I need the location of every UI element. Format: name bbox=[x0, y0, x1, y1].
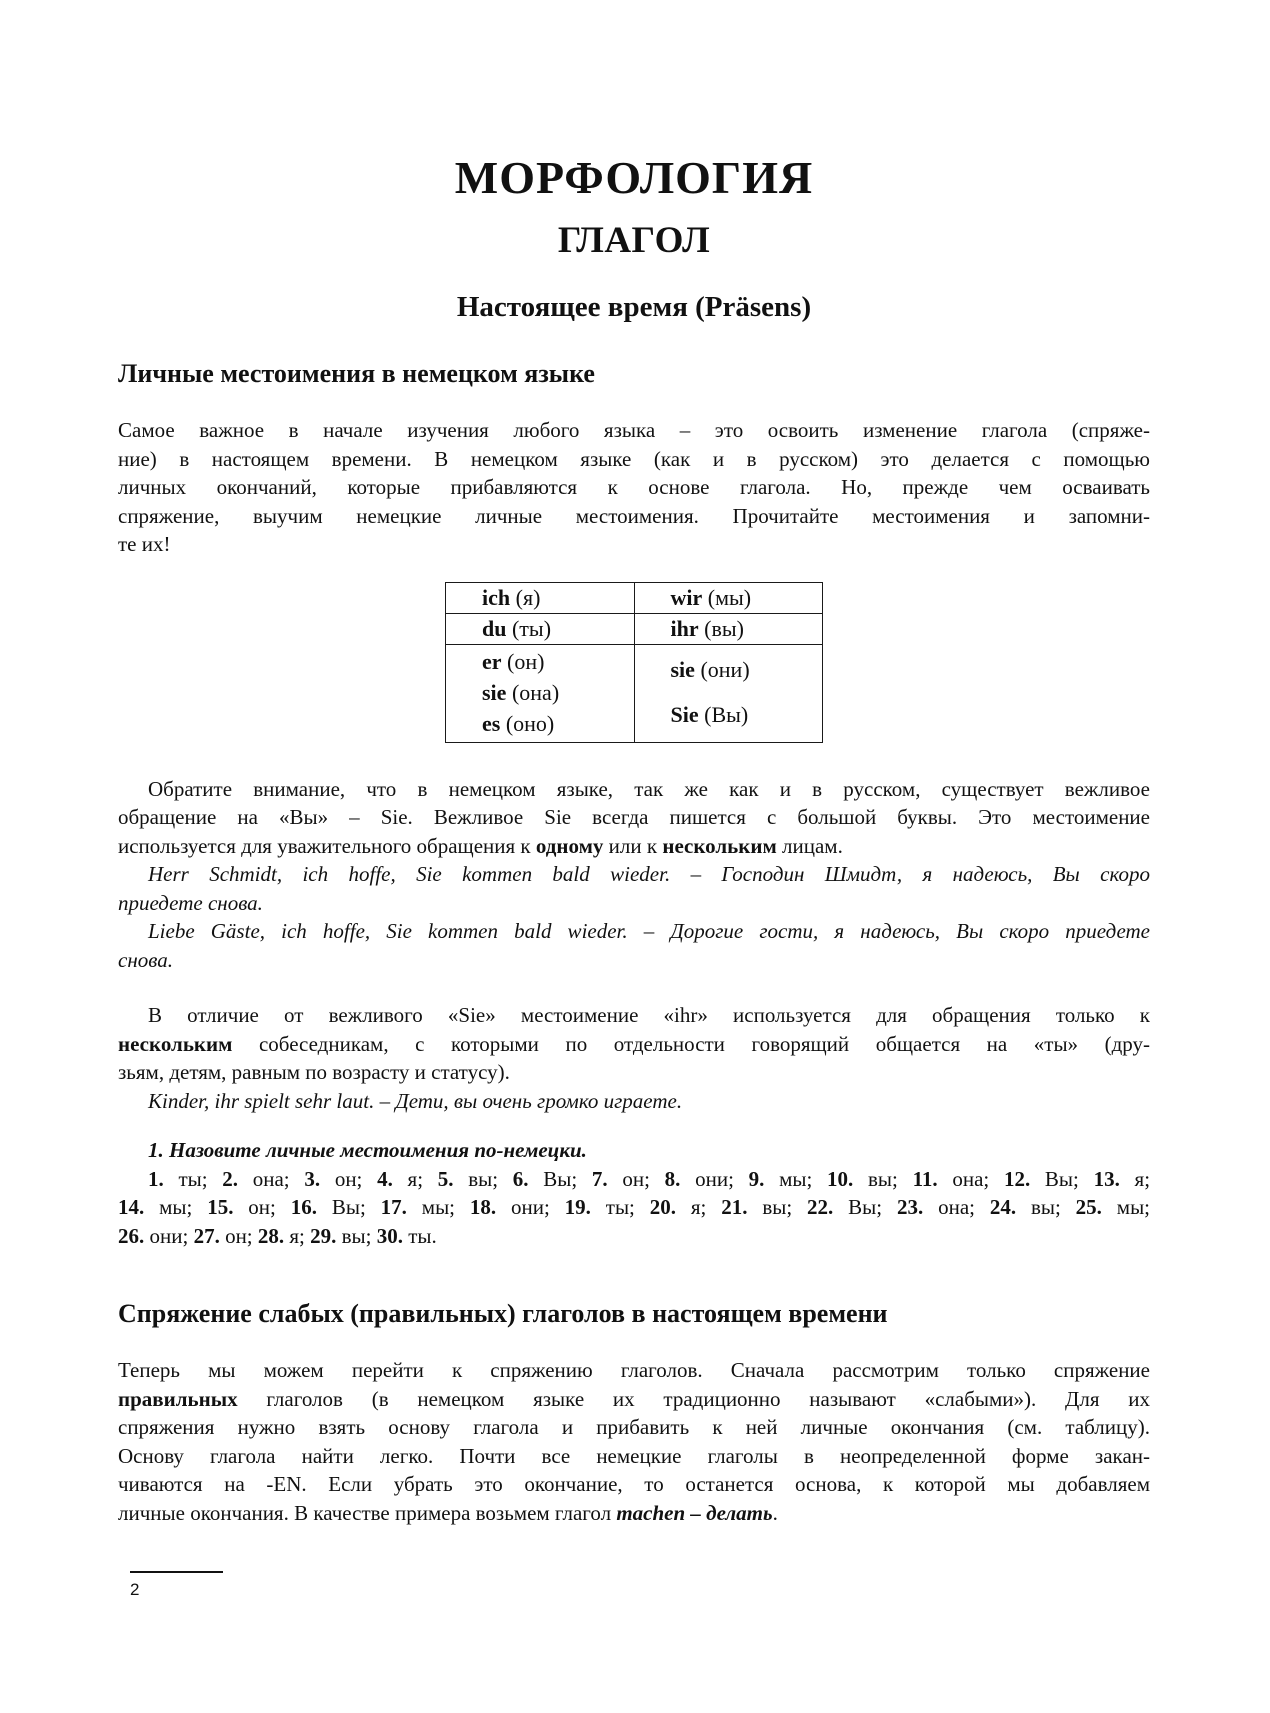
topic-heading: Настоящее время (Präsens) bbox=[456, 291, 812, 323]
table-row bbox=[446, 582, 823, 613]
cell-ihr: ihr (вы) bbox=[634, 613, 823, 644]
chapter-subtitle: ГЛАГОЛ bbox=[557, 220, 711, 261]
table-row bbox=[446, 644, 823, 742]
example-sentence: Liebe Gäste, ich hoffe, Sie kommen bald wieder. – Дорогие гости, я надеюсь, Вы скоро приедете снова. bbox=[118, 919, 1150, 972]
chapter-title: МОРФОЛОГИЯ bbox=[454, 152, 814, 203]
section-heading-conjugation: Спряжение слабых (правильных) глаголов в настоящем времени bbox=[118, 1299, 888, 1328]
exercise-title: 1. Назовите личные местоимения по-немецки. bbox=[148, 1138, 587, 1162]
intro-paragraph: Самое важное в начале изучения любого языка – это освоить изменение глагола (спряже- ние) в настоящем времени. В немецком языке (как и в русском) это делается с помощью личных окончаний, которые прибавляются к основе глагола. Но, прежде чем осваивать спряжение, выучим немецкие личные местоимения. Прочитайте местоимения и запомни- те их! bbox=[118, 418, 1150, 556]
cell-wir: wir (мы) bbox=[634, 582, 823, 613]
polite-form-note: Обратите внимание, что в немецком языке, так же как и в русском, существует вежливое обращение на «Вы» – Sie. Вежливое Sie всегда пишется с большой буквы. Это местоимение используется для уважительного обращения к одному или к нескольким лицам. bbox=[118, 776, 1150, 858]
cell-ich: ich (я) bbox=[446, 582, 635, 613]
footer-rule bbox=[130, 1571, 223, 1573]
cell-du: du (ты) bbox=[446, 613, 635, 644]
cell-third-person: er (он) sie (она) es (оно) bbox=[446, 644, 635, 742]
example-sentence: Kinder, ihr spielt sehr laut. – Дети, вы очень громко играете. bbox=[148, 1088, 683, 1113]
page-number: 2 bbox=[130, 1580, 140, 1599]
exercise-answers: 1. ты; 2. она; 3. он; 4. я; 5. вы; 6. Вы; 7. он; 8. они; 9. мы; 10. вы; 11. она; 12. Вы; 13. я; 14. мы; 15. он; 16. Вы; 17. мы; 18. они; 19. ты; 20. я; 21. вы; 22. Вы; 23. она; 24. вы; 25. мы; 26. они; 27. он; 28. я; 29. вы; 30. ты. bbox=[118, 1166, 1151, 1248]
table-row bbox=[446, 613, 823, 644]
ihr-usage-note: В отличие от вежливого «Sie» местоимение «ihr» используется для обращения только к нескольким собеседникам, с которыми по отдельности говорящий общается на «ты» (дру- зьям, детям, равным по возрасту и статусу). bbox=[118, 1003, 1150, 1084]
example-sentence: Herr Schmidt, ich hoffe, Sie kommen bald wieder. – Господин Шмидт, я надеюсь, Вы скоро приедете снова. bbox=[118, 862, 1150, 915]
page-content bbox=[118, 0, 1150, 1527]
conjugation-paragraph: Теперь мы можем перейти к спряжению глаголов. Сначала рассмотрим только спряжение правильных глаголов (в немецком языке их традиционно называют «слабыми»). Для их спряжения нужно взять основу глагола и прибавить к ней личные окончания (см. таблицу). Основу глагола найти легко. Почти все немецкие глаголы в неопределенной форме закан- чиваются на -EN. Если убрать это окончание, то останется основа, к которой мы добавляем личные окончания. В качестве примера возьмем глагол machen – делать. bbox=[118, 1358, 1150, 1525]
section-heading-pronouns: Личные местоимения в немецком языке bbox=[118, 359, 595, 388]
cell-plural-formal: sie (они) Sie (Вы) bbox=[634, 644, 823, 742]
pronoun-table bbox=[445, 582, 823, 743]
